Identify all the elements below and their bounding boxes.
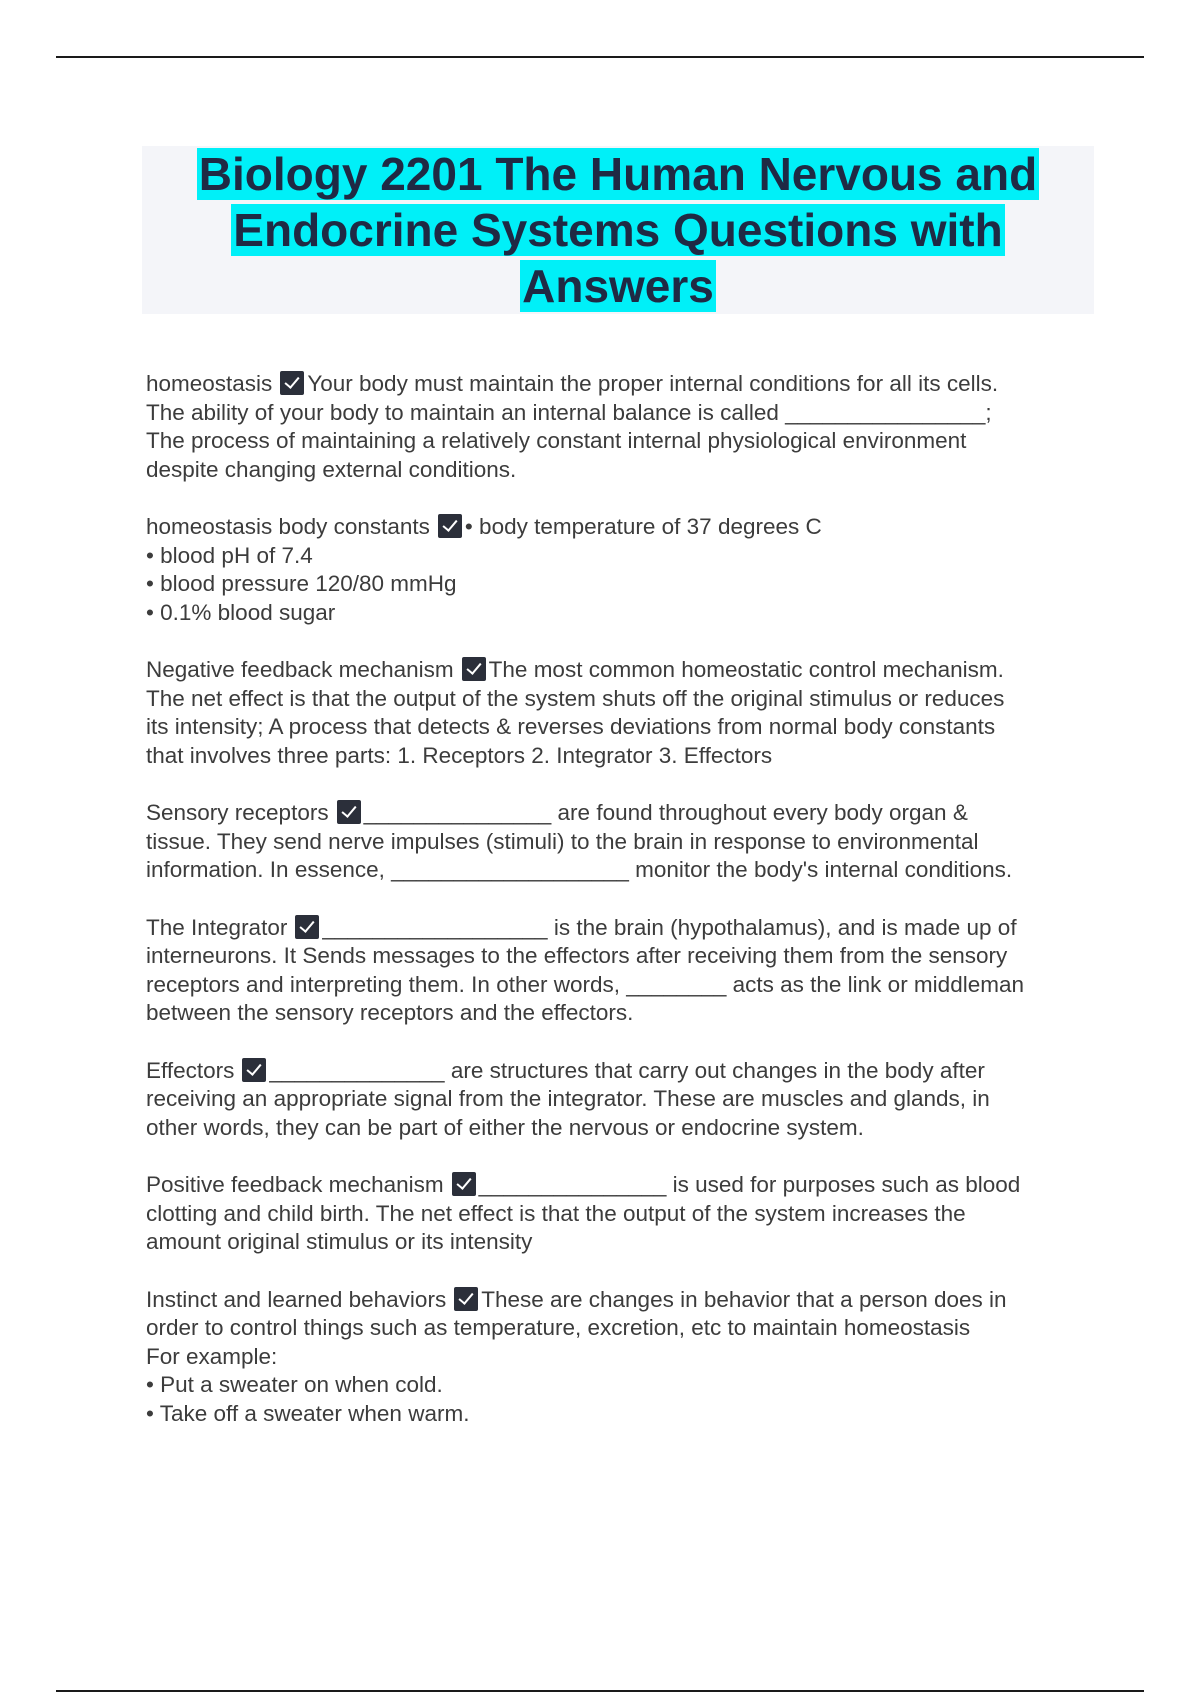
qa-answer-line: The process of maintaining a relatively constant internal physiological environment bbox=[146, 428, 967, 453]
qa-answer-line: its intensity; A process that detects & reverses deviations from normal body constants bbox=[146, 714, 996, 739]
qa-answer-line: despite changing external conditions. bbox=[146, 456, 517, 482]
checkmark-icon bbox=[462, 657, 486, 681]
qa-first-line bbox=[146, 914, 1086, 943]
qa-answer-line: amount original stimulus or its intensity bbox=[146, 1229, 533, 1254]
checkmark-icon bbox=[454, 1287, 478, 1311]
qa-answer-line: For example: bbox=[146, 1343, 278, 1369]
qa-answer-line: • blood pH of 7.4 bbox=[146, 542, 313, 568]
qa-term: The Integrator bbox=[146, 914, 288, 940]
qa-answer-line: receiving an appropriate signal from the integrator. These are muscles and glands, in bbox=[146, 1086, 990, 1111]
qa-term: homeostasis bbox=[146, 371, 273, 396]
qa-first-line bbox=[146, 370, 1086, 399]
qa-term: Negative feedback mechanism bbox=[146, 657, 454, 682]
qa-first-line bbox=[146, 799, 1086, 828]
qa-answer-line: • body temperature of 37 degrees C bbox=[464, 514, 822, 539]
qa-answer-line: The most common homeostatic control mechanism. bbox=[488, 657, 1004, 682]
qa-answer-line: __________________ is the brain (hypothalamus), and is made up of bbox=[322, 914, 1017, 940]
qa-term: Effectors bbox=[146, 1057, 235, 1083]
qa-first-line bbox=[146, 656, 1086, 685]
qa-answer-line: receptors and interpreting them. In other words, ________ acts as the link or middleman bbox=[146, 971, 1024, 997]
qa-answer-line: ______________ are structures that carry out changes in the body after bbox=[269, 1057, 985, 1083]
qa-item bbox=[146, 656, 1086, 770]
qa-first-line bbox=[146, 513, 1086, 542]
qa-item bbox=[146, 1286, 1086, 1429]
qa-answer-line: between the sensory receptors and the effectors. bbox=[146, 1000, 634, 1025]
qa-item bbox=[146, 914, 1086, 1028]
qa-answer-line: The net effect is that the output of the system shuts off the original stimulus or reduces bbox=[146, 685, 1005, 711]
qa-answer-line: _______________ is used for purposes such as blood bbox=[478, 1172, 1021, 1197]
qa-term: homeostasis body constants bbox=[146, 514, 430, 539]
qa-item bbox=[146, 799, 1086, 885]
qa-first-line bbox=[146, 1171, 1086, 1200]
qa-answer-line: These are changes in behavior that a person does in bbox=[481, 1286, 1007, 1312]
qa-answer-line: clotting and child birth. The net effect is that the output of the system increases the bbox=[146, 1200, 966, 1226]
title-banner bbox=[142, 146, 1094, 314]
qa-first-line bbox=[146, 1286, 1086, 1315]
qa-item bbox=[146, 1171, 1086, 1257]
qa-item bbox=[146, 513, 1086, 627]
qa-term: Sensory receptors bbox=[146, 800, 329, 825]
qa-answer-line: tissue. They send nerve impulses (stimuli) to the brain in response to environmental bbox=[146, 828, 979, 854]
qa-answer-line: order to control things such as temperature, excretion, etc to maintain homeostasis bbox=[146, 1315, 971, 1340]
qa-answer-line: • Take off a sweater when warm. bbox=[146, 1400, 470, 1426]
qa-answer-line: The ability of your body to maintain an internal balance is called ________________; bbox=[146, 399, 992, 425]
qa-answer-line: other words, they can be part of either the nervous or endocrine system. bbox=[146, 1114, 864, 1140]
checkmark-icon bbox=[280, 371, 304, 395]
bottom-rule bbox=[56, 1690, 1144, 1692]
qa-answer-line: • 0.1% blood sugar bbox=[146, 599, 336, 625]
checkmark-icon bbox=[295, 915, 319, 939]
checkmark-icon bbox=[337, 800, 361, 824]
qa-answer-line: that involves three parts: 1. Receptors 2. Integrator 3. Effectors bbox=[146, 742, 773, 768]
qa-list bbox=[146, 370, 1086, 1457]
qa-term: Positive feedback mechanism bbox=[146, 1172, 444, 1197]
qa-answer-line: • Put a sweater on when cold. bbox=[146, 1372, 443, 1397]
qa-answer-line: information. In essence, ___________________ monitor the body's internal conditions. bbox=[146, 857, 1013, 882]
qa-item bbox=[146, 1057, 1086, 1143]
qa-answer-line: • blood pressure 120/80 mmHg bbox=[146, 571, 457, 596]
top-rule bbox=[56, 56, 1144, 58]
qa-first-line bbox=[146, 1057, 1086, 1086]
qa-answer-line: Your body must maintain the proper internal conditions for all its cells. bbox=[307, 371, 999, 396]
checkmark-icon bbox=[242, 1058, 266, 1082]
checkmark-icon bbox=[438, 514, 462, 538]
qa-item bbox=[146, 370, 1086, 484]
checkmark-icon bbox=[452, 1172, 476, 1196]
qa-answer-line: interneurons. It Sends messages to the effectors after receiving them from the sensory bbox=[146, 943, 1008, 968]
qa-term: Instinct and learned behaviors bbox=[146, 1286, 447, 1312]
document-title: Biology 2201 The Human Nervous and Endocrine Systems Questions with Answers bbox=[198, 148, 1038, 312]
qa-answer-line: _______________ are found throughout every body organ & bbox=[363, 800, 968, 825]
